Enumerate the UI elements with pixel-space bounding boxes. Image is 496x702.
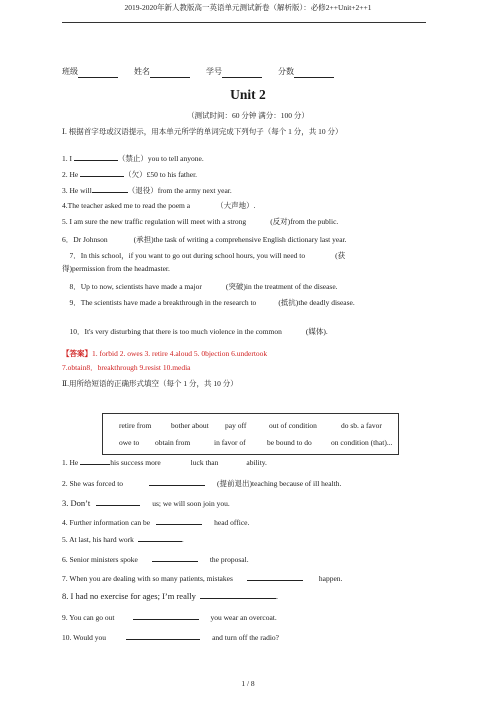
answer-blank[interactable] <box>247 572 303 581</box>
q-prefix: 3. He will <box>62 186 92 195</box>
q-suffix: you to tell anyone. <box>147 154 204 163</box>
s1-question-1 <box>62 152 434 164</box>
q-suffix: in the treatment of the disease. <box>245 282 338 291</box>
s2-question-7 <box>62 572 434 584</box>
q-suffix: . <box>253 201 256 210</box>
q-text: . <box>181 535 184 544</box>
header-rule <box>62 22 426 23</box>
q-hint: (抵抗) <box>278 298 299 307</box>
id-blank[interactable] <box>222 68 262 78</box>
answer-blank[interactable] <box>80 456 110 465</box>
q-hint: （大声地） <box>216 201 254 210</box>
phrase: bother about <box>171 421 209 430</box>
answer-blank[interactable] <box>138 533 182 542</box>
q-text: head office. <box>214 518 250 527</box>
phrase: obtain from <box>155 438 191 447</box>
s2-question-8 <box>62 590 434 602</box>
q-text: 4. Further information can be <box>62 518 151 527</box>
q-text: 5. At last, his hard work <box>62 535 134 544</box>
q-suffix: the deadly disease. <box>298 298 355 307</box>
phrase: retire from <box>119 421 152 430</box>
page-subtitle: （测试时间：60 分钟 满分：100 分） <box>187 111 309 120</box>
s2-question-3 <box>62 497 434 509</box>
s1-question-6 <box>62 234 434 245</box>
q-text: 6. Senior ministers spoke <box>62 555 138 564</box>
name-blank[interactable] <box>150 68 190 78</box>
id-label: 学号 <box>206 67 222 76</box>
s2-question-5 <box>62 533 434 545</box>
q-text: happen. <box>318 574 343 583</box>
q-prefix: 6．Dr Johnson <box>62 235 108 244</box>
q-text: luck than <box>190 458 219 467</box>
s1-question-8 <box>62 281 434 292</box>
q-hint: (承担) <box>133 235 154 244</box>
q-text: his success more <box>110 458 161 467</box>
q-text: 1. He <box>62 458 79 467</box>
answer-blank[interactable] <box>80 168 124 177</box>
q-text: . <box>275 591 278 601</box>
header-text: 2019-2020年新人教版高一英语单元测试新卷（解析版）：必修2++Unit+2++1 <box>124 3 372 12</box>
phrase-box <box>102 413 399 455</box>
s1-question-9 <box>62 297 434 308</box>
phrase: be bound to do <box>267 438 312 447</box>
student-info-row <box>62 66 422 78</box>
q-hint: (反对) <box>270 217 291 226</box>
page-number: 1 / 8 <box>241 679 255 688</box>
q-prefix: 5. I am sure the new traffic regulation will meet with a strong <box>62 217 247 226</box>
answer-key-line-2: 7.obtain8．breakthrough 9.resist 10.media <box>62 363 191 372</box>
score-blank[interactable] <box>294 68 334 78</box>
q-hint: （欠） <box>124 170 147 179</box>
page-header <box>0 0 496 22</box>
id-field <box>206 66 262 78</box>
phrase: do sb. a favor <box>341 421 382 430</box>
q-text: you wear an overcoat. <box>210 613 277 622</box>
answer-tag: 【答案】 <box>62 349 92 358</box>
phrase: out of condition <box>269 421 317 430</box>
q-text: 8. I had no exercise for ages; I’m really <box>62 591 196 601</box>
s2-question-1 <box>62 456 434 468</box>
q-text: 3. Don’t <box>62 498 91 508</box>
q-prefix: 9．The scientists have made a breakthrough in the research to <box>69 298 257 307</box>
q-suffix: the task of writing a comprehensive English dictionary last year. <box>153 235 347 244</box>
q-text: ability. <box>246 458 267 467</box>
answer-blank[interactable] <box>200 590 276 599</box>
q-prefix: 4.The teacher asked me to read the poem a <box>62 201 191 210</box>
s1-question-7 <box>62 250 434 261</box>
answer-blank[interactable] <box>74 152 118 161</box>
name-label: 姓名 <box>134 67 150 76</box>
q-text: us; we will soon join you. <box>152 499 230 508</box>
section2-heading: Ⅱ.用所给短语的正确形式填空（每个 1 分，共 10 分） <box>62 379 238 388</box>
q-hint: (媒体) <box>305 327 326 336</box>
phrase: on condition (that)... <box>331 438 393 447</box>
class-label: 班级 <box>62 67 78 76</box>
s1-question-4 <box>62 200 434 211</box>
answer-blank[interactable] <box>149 477 205 486</box>
s2-question-9 <box>62 611 434 623</box>
answer-blank[interactable] <box>156 516 202 525</box>
class-blank[interactable] <box>78 68 118 78</box>
answer-blank[interactable] <box>96 497 140 506</box>
q-text: 7. When you are dealing with so many patients, mistakes <box>62 574 233 583</box>
q-text: (提前退出)teaching because of ill health. <box>217 479 342 488</box>
page-title: Unit 2 <box>230 87 266 102</box>
phrase: owe to <box>119 438 140 447</box>
s2-question-6 <box>62 553 434 565</box>
q-text: 2. She was forced to <box>62 479 124 488</box>
phrase: in favor of <box>214 438 246 447</box>
s2-question-4 <box>62 516 434 528</box>
q-suffix: from the army next year. <box>157 186 232 195</box>
q-hint: (获 <box>335 251 346 260</box>
answer-key-line-1 <box>62 348 434 359</box>
q-suffix: . <box>325 327 328 336</box>
class-field <box>62 66 118 78</box>
name-field <box>134 66 190 78</box>
phrase: pay off <box>225 421 247 430</box>
q-text: the proposal. <box>209 555 249 564</box>
q-suffix: from the public. <box>290 217 339 226</box>
q-text: and turn off the radio? <box>212 633 279 642</box>
s2-question-10 <box>62 631 434 643</box>
s1-question-7-cont: 得)permission from the headmaster. <box>62 264 170 273</box>
q-prefix: 7．In this school，if you want to go out during school hours, you will need to <box>69 251 306 260</box>
answer-text-1: 1. forbid 2. owes 3. retire 4.aloud 5. 0bjection 6.undertook <box>92 349 268 358</box>
q-text: 9. You can go out <box>62 613 115 622</box>
q-prefix: 10．It's very disturbing that there is too much violence in the common <box>69 327 282 336</box>
score-field <box>278 66 334 78</box>
s1-question-10 <box>62 326 434 337</box>
s2-question-2 <box>62 477 434 489</box>
s1-question-2 <box>62 168 434 180</box>
answer-blank[interactable] <box>152 553 198 562</box>
s1-question-5 <box>62 216 434 227</box>
q-prefix: 1. I <box>62 154 72 163</box>
answer-blank[interactable] <box>92 184 128 193</box>
score-label: 分数 <box>278 67 294 76</box>
s1-question-3 <box>62 184 434 196</box>
q-hint: (突破) <box>225 282 246 291</box>
q-prefix: 2. He <box>62 170 79 179</box>
answer-blank[interactable] <box>126 631 200 640</box>
q-hint: （禁止） <box>117 154 148 163</box>
q-hint: （退役） <box>127 186 158 195</box>
q-prefix: 8．Up to now, scientists have made a major <box>69 282 202 291</box>
section1-heading: Ⅰ. 根据首字母或汉语提示，用本单元所学的单词完成下列句子（每个 1 分，共 10 分） <box>62 127 343 136</box>
q-suffix: £50 to his father. <box>146 170 198 179</box>
answer-blank[interactable] <box>133 611 199 620</box>
q-text: 10. Would you <box>62 633 107 642</box>
